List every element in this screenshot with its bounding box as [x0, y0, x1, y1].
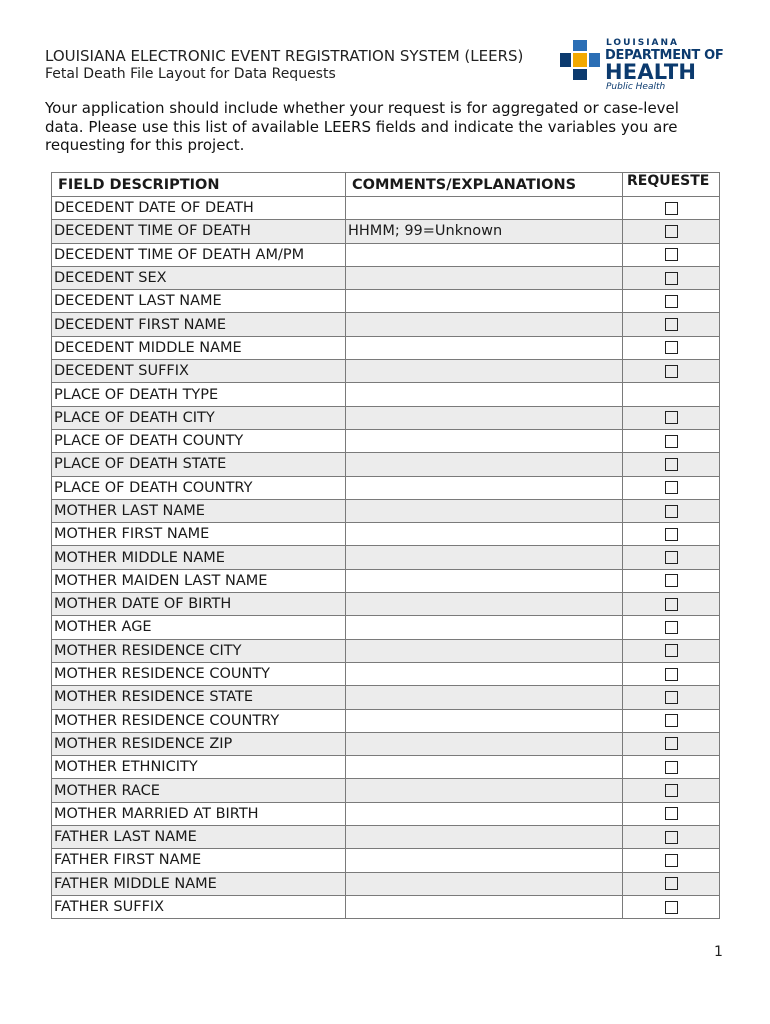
table-row: [52, 220, 720, 243]
field-comment: [346, 546, 623, 569]
fields-table: [51, 172, 720, 919]
requested-checkbox[interactable]: [665, 202, 678, 215]
field-comment: [346, 383, 623, 406]
table-header-row: [52, 173, 720, 197]
logo-dept: DEPARTMENT OF: [605, 48, 724, 63]
requested-cell: [623, 732, 720, 755]
field-comment: [346, 336, 623, 359]
field-description: MOTHER LAST NAME: [52, 499, 346, 522]
field-comment: [346, 639, 623, 662]
requested-cell: [623, 872, 720, 895]
requested-checkbox[interactable]: [665, 551, 678, 564]
field-comment: HHMM; 99=Unknown: [346, 220, 623, 243]
field-comment: [346, 593, 623, 616]
field-description: MOTHER RESIDENCE ZIP: [52, 732, 346, 755]
column-header-comments: COMMENTS/EXPLANATIONS: [346, 173, 623, 197]
field-comment: [346, 266, 623, 289]
requested-cell: [623, 360, 720, 383]
field-description: DECEDENT SEX: [52, 266, 346, 289]
table-row: [52, 290, 720, 313]
field-comment: [346, 849, 623, 872]
field-description: MOTHER MAIDEN LAST NAME: [52, 569, 346, 592]
table-row: [52, 383, 720, 406]
requested-checkbox[interactable]: [665, 505, 678, 518]
field-description: MOTHER RESIDENCE STATE: [52, 686, 346, 709]
table-row: [52, 197, 720, 220]
requested-checkbox[interactable]: [665, 621, 678, 634]
table-row: [52, 849, 720, 872]
logo-tagline: Public Health: [606, 82, 666, 92]
table-row: [52, 546, 720, 569]
field-description: MOTHER MIDDLE NAME: [52, 546, 346, 569]
requested-checkbox[interactable]: [665, 341, 678, 354]
table-row: [52, 360, 720, 383]
field-description: FATHER SUFFIX: [52, 895, 346, 918]
field-comment: [346, 476, 623, 499]
table-row: [52, 709, 720, 732]
table-row: [52, 732, 720, 755]
field-comment: [346, 429, 623, 452]
requested-checkbox[interactable]: [665, 668, 678, 681]
requested-checkbox[interactable]: [665, 831, 678, 844]
requested-cell: [623, 779, 720, 802]
requested-cell: [623, 266, 720, 289]
field-comment: [346, 290, 623, 313]
field-description: DECEDENT MIDDLE NAME: [52, 336, 346, 359]
table-row: [52, 313, 720, 336]
page-number: 1: [714, 944, 723, 960]
requested-cell: [623, 523, 720, 546]
table-row: [52, 616, 720, 639]
table-row: [52, 895, 720, 918]
requested-checkbox[interactable]: [665, 714, 678, 727]
requested-checkbox[interactable]: [665, 807, 678, 820]
requested-cell: [623, 686, 720, 709]
table-row: [52, 593, 720, 616]
field-description: FATHER MIDDLE NAME: [52, 872, 346, 895]
field-comment: [346, 756, 623, 779]
field-description: DECEDENT TIME OF DEATH AM/PM: [52, 243, 346, 266]
field-comment: [346, 895, 623, 918]
ldh-logo: [560, 38, 730, 96]
field-comment: [346, 662, 623, 685]
field-description: MOTHER DATE OF BIRTH: [52, 593, 346, 616]
table-row: [52, 476, 720, 499]
table-row: [52, 266, 720, 289]
field-comment: [346, 686, 623, 709]
field-description: PLACE OF DEATH TYPE: [52, 383, 346, 406]
requested-cell: [623, 639, 720, 662]
table-row: [52, 756, 720, 779]
intro-paragraph: Your application should include whether your request is for aggregated or case-level data. Please use this list of available LEERS fields and indicate the variables you are requesting for this project.: [45, 99, 679, 154]
table-row: [52, 826, 720, 849]
logo-health: HEALTH: [605, 60, 697, 84]
field-comment: [346, 360, 623, 383]
field-description: FATHER FIRST NAME: [52, 849, 346, 872]
field-description: MOTHER ETHNICITY: [52, 756, 346, 779]
requested-cell: [623, 220, 720, 243]
field-description: MOTHER RACE: [52, 779, 346, 802]
requested-cell: [623, 383, 720, 406]
requested-checkbox[interactable]: [665, 644, 678, 657]
requested-checkbox[interactable]: [665, 318, 678, 331]
requested-cell: [623, 476, 720, 499]
table-body: [52, 197, 720, 919]
requested-checkbox[interactable]: [665, 365, 678, 378]
field-description: DECEDENT LAST NAME: [52, 290, 346, 313]
table-row: [52, 569, 720, 592]
requested-cell: [623, 546, 720, 569]
requested-cell: [623, 802, 720, 825]
table-row: [52, 406, 720, 429]
requested-cell: [623, 569, 720, 592]
field-comment: [346, 499, 623, 522]
table-row: [52, 872, 720, 895]
requested-cell: [623, 429, 720, 452]
requested-checkbox[interactable]: [665, 248, 678, 261]
field-description: MOTHER RESIDENCE COUNTY: [52, 662, 346, 685]
requested-cell: [623, 290, 720, 313]
table-row: [52, 662, 720, 685]
field-comment: [346, 313, 623, 336]
field-comment: [346, 569, 623, 592]
requested-cell: [623, 197, 720, 220]
requested-checkbox[interactable]: [665, 877, 678, 890]
table-row: [52, 453, 720, 476]
requested-cell: [623, 849, 720, 872]
field-description: PLACE OF DEATH COUNTY: [52, 429, 346, 452]
requested-cell: [623, 662, 720, 685]
requested-checkbox[interactable]: [665, 691, 678, 704]
table-row: [52, 523, 720, 546]
requested-checkbox[interactable]: [665, 784, 678, 797]
field-comment: [346, 243, 623, 266]
field-comment: [346, 802, 623, 825]
field-comment: [346, 779, 623, 802]
table-row: [52, 243, 720, 266]
requested-cell: [623, 313, 720, 336]
requested-checkbox[interactable]: [665, 528, 678, 541]
document-title: LOUISIANA ELECTRONIC EVENT REGISTRATION SYSTEM (LEERS): [45, 47, 524, 65]
field-comment: [346, 826, 623, 849]
table-row: [52, 336, 720, 359]
field-description: DECEDENT SUFFIX: [52, 360, 346, 383]
requested-checkbox[interactable]: [665, 295, 678, 308]
requested-cell: [623, 406, 720, 429]
requested-checkbox[interactable]: [665, 737, 678, 750]
requested-checkbox[interactable]: [665, 598, 678, 611]
health-cross-icon: [560, 40, 600, 80]
requested-cell: [623, 616, 720, 639]
requested-cell: [623, 499, 720, 522]
field-description: FATHER LAST NAME: [52, 826, 346, 849]
document-subtitle: Fetal Death File Layout for Data Requests: [45, 66, 336, 82]
requested-cell: [623, 895, 720, 918]
table-row: [52, 802, 720, 825]
field-description: PLACE OF DEATH CITY: [52, 406, 346, 429]
requested-cell: [623, 336, 720, 359]
field-comment: [346, 523, 623, 546]
requested-checkbox[interactable]: [665, 481, 678, 494]
field-comment: [346, 453, 623, 476]
requested-checkbox[interactable]: [665, 411, 678, 424]
requested-cell: [623, 453, 720, 476]
field-description: PLACE OF DEATH STATE: [52, 453, 346, 476]
field-comment: [346, 616, 623, 639]
requested-checkbox[interactable]: [665, 272, 678, 285]
table-row: [52, 499, 720, 522]
requested-checkbox[interactable]: [665, 854, 678, 867]
field-comment: [346, 872, 623, 895]
field-description: DECEDENT DATE OF DEATH: [52, 197, 346, 220]
table-row: [52, 429, 720, 452]
requested-cell: [623, 756, 720, 779]
field-description: MOTHER FIRST NAME: [52, 523, 346, 546]
table-row: [52, 779, 720, 802]
requested-checkbox[interactable]: [665, 901, 678, 914]
logo-state: LOUISIANA: [606, 38, 680, 48]
field-description: DECEDENT TIME OF DEATH: [52, 220, 346, 243]
requested-checkbox[interactable]: [665, 225, 678, 238]
field-description: PLACE OF DEATH COUNTRY: [52, 476, 346, 499]
field-comment: [346, 732, 623, 755]
requested-cell: [623, 709, 720, 732]
field-description: DECEDENT FIRST NAME: [52, 313, 346, 336]
requested-cell: [623, 243, 720, 266]
requested-checkbox[interactable]: [665, 458, 678, 471]
column-header-field: FIELD DESCRIPTION: [52, 173, 346, 197]
requested-checkbox[interactable]: [665, 435, 678, 448]
field-comment: [346, 406, 623, 429]
requested-checkbox[interactable]: [665, 761, 678, 774]
requested-cell: [623, 826, 720, 849]
field-comment: [346, 197, 623, 220]
field-description: MOTHER RESIDENCE CITY: [52, 639, 346, 662]
field-description: MOTHER RESIDENCE COUNTRY: [52, 709, 346, 732]
table-row: [52, 686, 720, 709]
field-description: MOTHER AGE: [52, 616, 346, 639]
requested-cell: [623, 593, 720, 616]
field-comment: [346, 709, 623, 732]
column-header-requested: REQUESTE: [623, 173, 720, 197]
table-row: [52, 639, 720, 662]
field-description: MOTHER MARRIED AT BIRTH: [52, 802, 346, 825]
requested-checkbox[interactable]: [665, 574, 678, 587]
